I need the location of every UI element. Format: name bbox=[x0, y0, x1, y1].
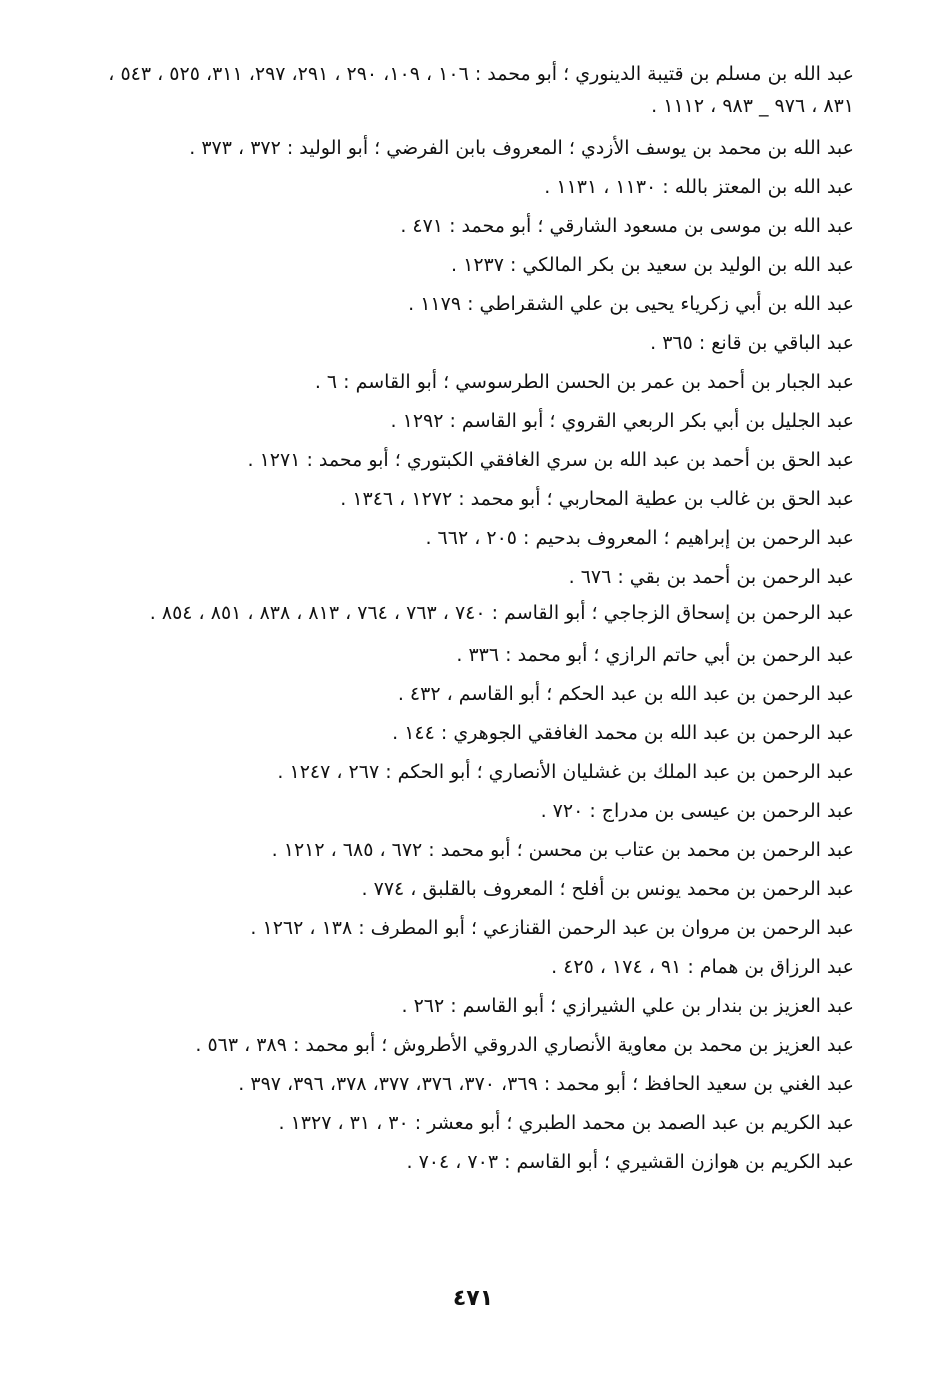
index-entry: عبد الله بن مسلم بن قتيبة الدينوري ؛ أبو محمد : ١٠٦ ، ١٠٩، ٢٩٠ ، ٢٩١، ٢٩٧، ٣١١، ٥٢٥ ، ٥٤٣ ، ٨٣١ ، ٩٧٦ _ ٩٨٣ ، ١١١٢ . bbox=[108, 63, 854, 117]
index-entry: عبد الكريم بن هوازن القشيري ؛ أبو القاسم : ٧٠٣ ، ٧٠٤ . bbox=[406, 1151, 854, 1173]
index-entry: عبد الله بن محمد بن يوسف الأزدي ؛ المعروف بابن الفرضي ؛ أبو الوليد : ٣٧٢ ، ٣٧٣ . bbox=[189, 137, 854, 159]
index-entry: عبد الله بن الوليد بن سعيد بن بكر المالكي : ١٢٣٧ . bbox=[451, 254, 854, 276]
index-entry: عبد الغني بن سعيد الحافظ ؛ أبو محمد : ٣٦٩، ٣٧٠، ٣٧٦، ٣٧٧، ٣٧٨، ٣٩٦، ٣٩٧ . bbox=[238, 1073, 854, 1095]
index-entry: عبد الله بن أبي زكرياء يحيى بن علي الشقراطي : ١١٧٩ . bbox=[408, 293, 854, 315]
index-entry: عبد العزيز بن محمد بن معاوية الأنصاري الدروقي الأطروش ؛ أبو محمد : ٣٨٩ ، ٥٦٣ . bbox=[195, 1034, 854, 1056]
index-entry: عبد الرحمن بن مروان بن عبد الرحمن القنازعي ؛ أبو المطرف : ١٣٨ ، ١٢٦٢ . bbox=[250, 917, 854, 939]
index-entry: عبد العزيز بن بندار بن علي الشيرازي ؛ أبو القاسم : ٢٦٢ . bbox=[401, 995, 854, 1017]
index-entries bbox=[94, 58, 854, 1182]
index-entry: عبد الحق بن غالب بن عطية المحاربي ؛ أبو محمد : ١٢٧٢ ، ١٣٤٦ . bbox=[340, 488, 854, 510]
index-entry: عبد الرحمن بن أحمد بن بقي : ٦٧٦ . bbox=[568, 566, 854, 588]
index-entry: عبد الرحمن بن إسحاق الزجاجي ؛ أبو القاسم : ٧٤٠ ، ٧٦٣ ، ٧٦٤ ، ٨١٣ ، ٨٣٨ ، ٨٥١ ، ٨٥٤ . bbox=[149, 602, 854, 624]
index-entry: عبد الرحمن بن عبد الملك بن غشليان الأنصاري ؛ أبو الحكم : ٢٦٧ ، ١٢٤٧ . bbox=[277, 761, 854, 783]
index-entry: عبد الله بن المعتز بالله : ١١٣٠ ، ١١٣١ . bbox=[544, 176, 854, 198]
index-entry: عبد الرحمن بن عبد الله بن عبد الحكم ؛ أبو القاسم ، ٤٣٢ . bbox=[397, 683, 854, 705]
index-entry: عبد الرحمن بن محمد بن عتاب بن محسن ؛ أبو محمد : ٦٧٢ ، ٦٨٥ ، ١٢١٢ . bbox=[271, 839, 854, 861]
index-entry: عبد الجليل بن أبي بكر الربعي القروي ؛ أبو القاسم : ١٢٩٢ . bbox=[390, 410, 854, 432]
index-entry: عبد الرحمن بن محمد يونس بن أفلح ؛ المعروف بالقلبق ، ٧٧٤ . bbox=[361, 878, 854, 900]
index-entry: عبد الجبار بن أحمد بن عمر بن الحسن الطرسوسي ؛ أبو القاسم : ٦ . bbox=[314, 371, 854, 393]
index-entry: عبد الله بن موسى بن مسعود الشارقي ؛ أبو محمد : ٤٧١ . bbox=[400, 215, 854, 237]
index-entry: عبد الرزاق بن همام : ٩١ ، ١٧٤ ، ٤٢٥ . bbox=[551, 956, 854, 978]
index-entry: عبد الرحمن بن إبراهيم ؛ المعروف بدحيم : ٢٠٥ ، ٦٦٢ . bbox=[425, 527, 854, 549]
index-entry: عبد الرحمن بن عيسى بن مدراج : ٧٢٠ . bbox=[540, 800, 854, 822]
page-number: ٤٧١ bbox=[452, 1286, 494, 1311]
index-entry: عبد الكريم بن عبد الصمد بن محمد الطبري ؛ أبو معشر : ٣٠ ، ٣١ ، ١٣٢٧ . bbox=[278, 1112, 854, 1134]
index-entry: عبد الباقي بن قانع : ٣٦٥ . bbox=[650, 332, 854, 354]
index-entry: عبد الحق بن أحمد بن عبد الله بن سري الغافقي الكبتوري ؛ أبو محمد : ١٢٧١ . bbox=[247, 449, 854, 471]
index-entry: عبد الرحمن بن عبد الله بن محمد الغافقي الجوهري : ١٤٤ . bbox=[392, 722, 854, 744]
index-entry: عبد الرحمن بن أبي حاتم الرازي ؛ أبو محمد : ٣٣٦ . bbox=[456, 644, 854, 666]
